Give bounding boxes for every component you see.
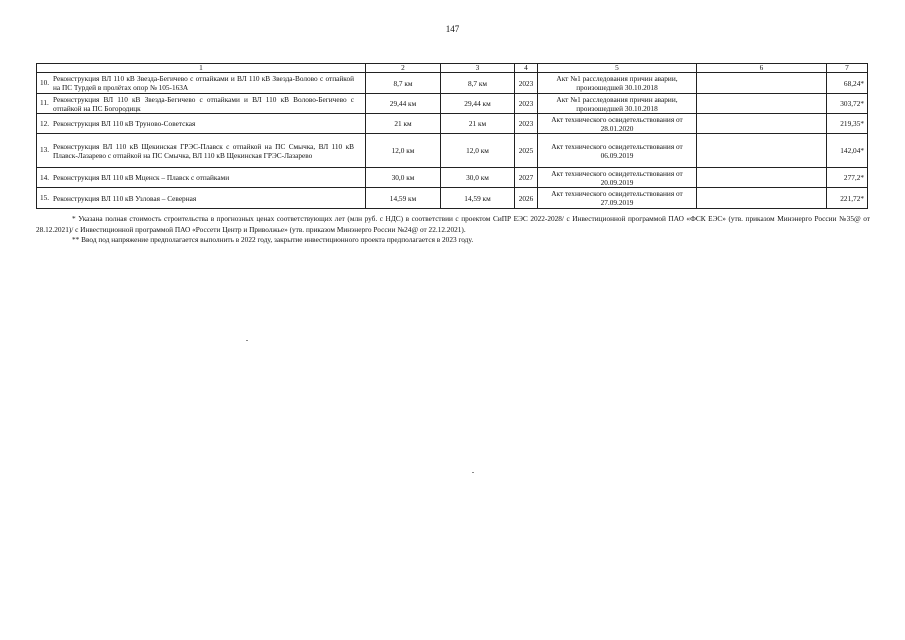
column-6-cell bbox=[697, 94, 827, 114]
table-row bbox=[37, 188, 868, 209]
footnotes bbox=[36, 214, 870, 246]
length-after-cell: 8,7 км bbox=[441, 73, 515, 94]
column-6-cell bbox=[697, 73, 827, 94]
length-before-cell: 14,59 км bbox=[366, 188, 441, 209]
header-cell: 2 bbox=[366, 64, 441, 73]
basis-cell: Акт технического освидетельствования от 28.01.2020 bbox=[538, 114, 697, 134]
year-cell: 2026 bbox=[515, 188, 538, 209]
length-before-cell: 30,0 км bbox=[366, 168, 441, 188]
scan-speck bbox=[246, 340, 248, 341]
table-row bbox=[37, 114, 868, 134]
length-after-cell: 14,59 км bbox=[441, 188, 515, 209]
column-6-cell bbox=[697, 188, 827, 209]
scan-speck bbox=[472, 472, 474, 473]
length-after-cell: 21 км bbox=[441, 114, 515, 134]
row-number: 14. bbox=[40, 172, 50, 182]
project-name-cell bbox=[37, 73, 366, 94]
basis-cell: Акт технического освидетельствования от 20.09.2019 bbox=[538, 168, 697, 188]
row-number: 10. bbox=[40, 77, 50, 87]
length-before-cell: 29,44 км bbox=[366, 94, 441, 114]
table-row bbox=[37, 134, 868, 168]
project-name: Реконструкция ВЛ 110 кВ Труново-Советская bbox=[53, 119, 196, 129]
table-header-row bbox=[37, 64, 868, 73]
year-cell: 2027 bbox=[515, 168, 538, 188]
basis-cell: Акт технического освидетельствования от 27.09.2019 bbox=[538, 188, 697, 209]
year-cell: 2023 bbox=[515, 114, 538, 134]
cost-cell: 68,24* bbox=[827, 73, 868, 94]
year-cell: 2023 bbox=[515, 73, 538, 94]
project-name-cell bbox=[37, 134, 366, 168]
column-6-cell bbox=[697, 134, 827, 168]
project-name-cell bbox=[37, 114, 366, 134]
page-number: 147 bbox=[445, 24, 460, 34]
header-cell: 3 bbox=[441, 64, 515, 73]
footnote-single-asterisk: * Указана полная стоимость строительства в прогнозных ценах соответствующих лет (млн руб. с НДС) в соответствии с проектом СиПР ЕЭС 2022-2028/ с Инвестиционной программой ПАО «ФСК ЕЭС» (утв. приказом Минэнерго России №35@ от 28.12.2021)/ с Инвестиционной программой ПАО «Россети Центр и Приволжье» (утв. приказом Минэнерго России №24@ от 22.12.2021). bbox=[36, 214, 870, 234]
year-cell: 2025 bbox=[515, 134, 538, 168]
length-before-cell: 8,7 км bbox=[366, 73, 441, 94]
table-row bbox=[37, 94, 868, 114]
length-after-cell: 30,0 км bbox=[441, 168, 515, 188]
project-name: Реконструкция ВЛ 110 кВ Щекинская ГРЭС-Плавск с отпайкой на ПС Смычка, ВЛ 110 кВ Плавск-Лазарево с отпайкой на ПС Смычка, ВЛ 110 кВ Щекинская ГРЭС-Лазарево bbox=[53, 141, 354, 160]
row-number: 13. bbox=[40, 145, 50, 155]
table-row bbox=[37, 168, 868, 188]
cost-cell: 142,04* bbox=[827, 134, 868, 168]
project-name-cell bbox=[37, 188, 366, 209]
basis-cell: Акт технического освидетельствования от 06.09.2019 bbox=[538, 134, 697, 168]
basis-cell: Акт №1 расследования причин аварии, произошедшей 30.10.2018 bbox=[538, 73, 697, 94]
header-cell: 5 bbox=[538, 64, 697, 73]
table-row bbox=[37, 73, 868, 94]
column-6-cell bbox=[697, 168, 827, 188]
footnote-double-asterisk: ** Ввод под напряжение предполагается выполнить в 2022 году, закрытие инвестиционного проекта предполагается в 2023 году. bbox=[72, 235, 474, 244]
header-cell: 4 bbox=[515, 64, 538, 73]
project-name-cell bbox=[37, 168, 366, 188]
header-cell: 7 bbox=[827, 64, 868, 73]
cost-cell: 219,35* bbox=[827, 114, 868, 134]
column-6-cell bbox=[697, 114, 827, 134]
cost-cell: 277,2* bbox=[827, 168, 868, 188]
row-number: 15. bbox=[40, 193, 50, 203]
cost-cell: 303,72* bbox=[827, 94, 868, 114]
length-after-cell: 29,44 км bbox=[441, 94, 515, 114]
row-number: 12. bbox=[40, 118, 50, 128]
project-name: Реконструкция ВЛ 110 кВ Звезда-Бегичево с отпайками и ВЛ 110 кВ Волово-Бегичево с отпайкой на ПС Богородицк bbox=[53, 94, 354, 113]
projects-table bbox=[36, 63, 868, 209]
year-cell: 2023 bbox=[515, 94, 538, 114]
length-after-cell: 12,0 км bbox=[441, 134, 515, 168]
length-before-cell: 12,0 км bbox=[366, 134, 441, 168]
project-name: Реконструкция ВЛ 110 кВ Звезда-Бегичево с отпайками и ВЛ 110 кВ Звезда-Волово с отпайкой на ПС Турдей в пролётах опор № 105-163А bbox=[53, 74, 354, 92]
project-name: Реконструкция ВЛ 110 кВ Узловая – Северная bbox=[53, 193, 197, 203]
cost-cell: 221,72* bbox=[827, 188, 868, 209]
header-cell: 1 bbox=[37, 64, 366, 73]
row-number: 11. bbox=[40, 98, 49, 108]
length-before-cell: 21 км bbox=[366, 114, 441, 134]
project-name-cell bbox=[37, 94, 366, 114]
project-name: Реконструкция ВЛ 110 кВ Мценск – Плавск с отпайками bbox=[53, 173, 230, 183]
header-cell: 6 bbox=[697, 64, 827, 73]
basis-cell: Акт №1 расследования причин аварии, произошедшей 30.10.2018 bbox=[538, 94, 697, 114]
